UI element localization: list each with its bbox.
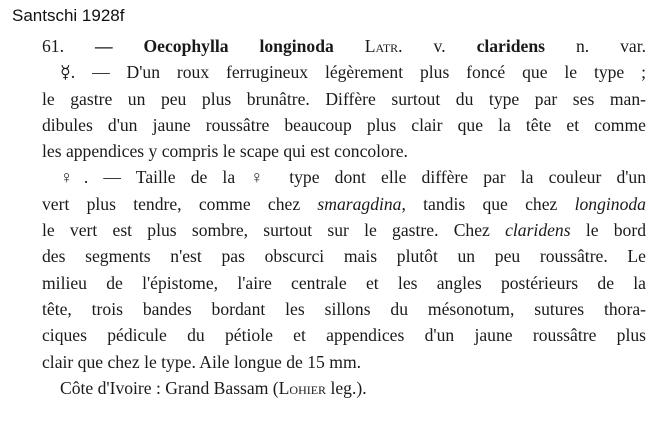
collector-name: Lohier — [278, 377, 327, 398]
genus-species: Oecophylla longinoda — [143, 36, 334, 56]
variety-name: claridens — [476, 36, 545, 56]
female-line-1 — [42, 164, 646, 190]
female-line-6: tête, trois bandes bordant les sillons du mésonotum, sutures thora- — [42, 298, 646, 319]
worker-line-4: les appendices y compris le scape qui est concolore. — [42, 141, 408, 162]
female-line-1-text: — Taille de la ♀ type dont elle diffère par la couleur d'un — [88, 167, 647, 188]
female-line-4: des segments n'est pas obscurci mais plutôt un peu roussâtre. Le — [42, 246, 646, 267]
female-line-5: milieu de l'épistome, l'aire centrale et les angles postérieurs de la — [42, 272, 646, 293]
taxon-description — [42, 33, 646, 401]
locality-line — [42, 375, 646, 401]
worker-line-2: le gastre un peu plus brunâtre. Diffère surtout du type par ses man- — [42, 88, 646, 109]
status: n. var. — [544, 36, 646, 56]
locality-suffix: leg.). — [326, 377, 367, 398]
worker-line-3: dibules d'un jaune roussâtre beaucoup plus clair que la tête et comme — [42, 114, 646, 135]
species-smaragdina: smaragdina — [317, 193, 402, 214]
citation-label: Santschi 1928f — [12, 6, 125, 25]
female-line-7: ciques pédicule du pétiole et appendices d'un jaune roussâtre plus — [42, 325, 646, 346]
author: Latr. — [364, 36, 403, 56]
entry-heading — [42, 33, 646, 59]
female-line-3-a: le vert est plus sombre, surtout sur le gastre. Chez — [42, 220, 506, 241]
female-line-3 — [42, 217, 646, 243]
female-line-8: clair que chez le type. Aile longue de 15 mm. — [42, 351, 362, 372]
female-line-2-c: , tandis que chez — [401, 193, 575, 214]
entry-dash: — — [64, 36, 144, 56]
locality-text: Côte d'Ivoire : Grand Bassam ( — [60, 377, 279, 398]
female-line-2-a: vert plus tendre, comme chez — [42, 193, 318, 214]
female-line-2 — [42, 191, 646, 217]
species-longinoda: longinoda — [574, 193, 646, 214]
var-prefix: v. — [402, 36, 477, 56]
female-symbol: ♀. — [60, 167, 89, 188]
worker-symbol: ☿. — [60, 62, 76, 83]
female-line-3-c: le bord — [570, 220, 646, 241]
entry-number: 61. — [42, 36, 64, 56]
worker-line-1 — [42, 59, 646, 85]
variety-claridens: claridens — [505, 220, 571, 241]
worker-line-1-text: — D'un roux ferrugineux légèrement plus foncé que le type ; — [75, 62, 646, 83]
